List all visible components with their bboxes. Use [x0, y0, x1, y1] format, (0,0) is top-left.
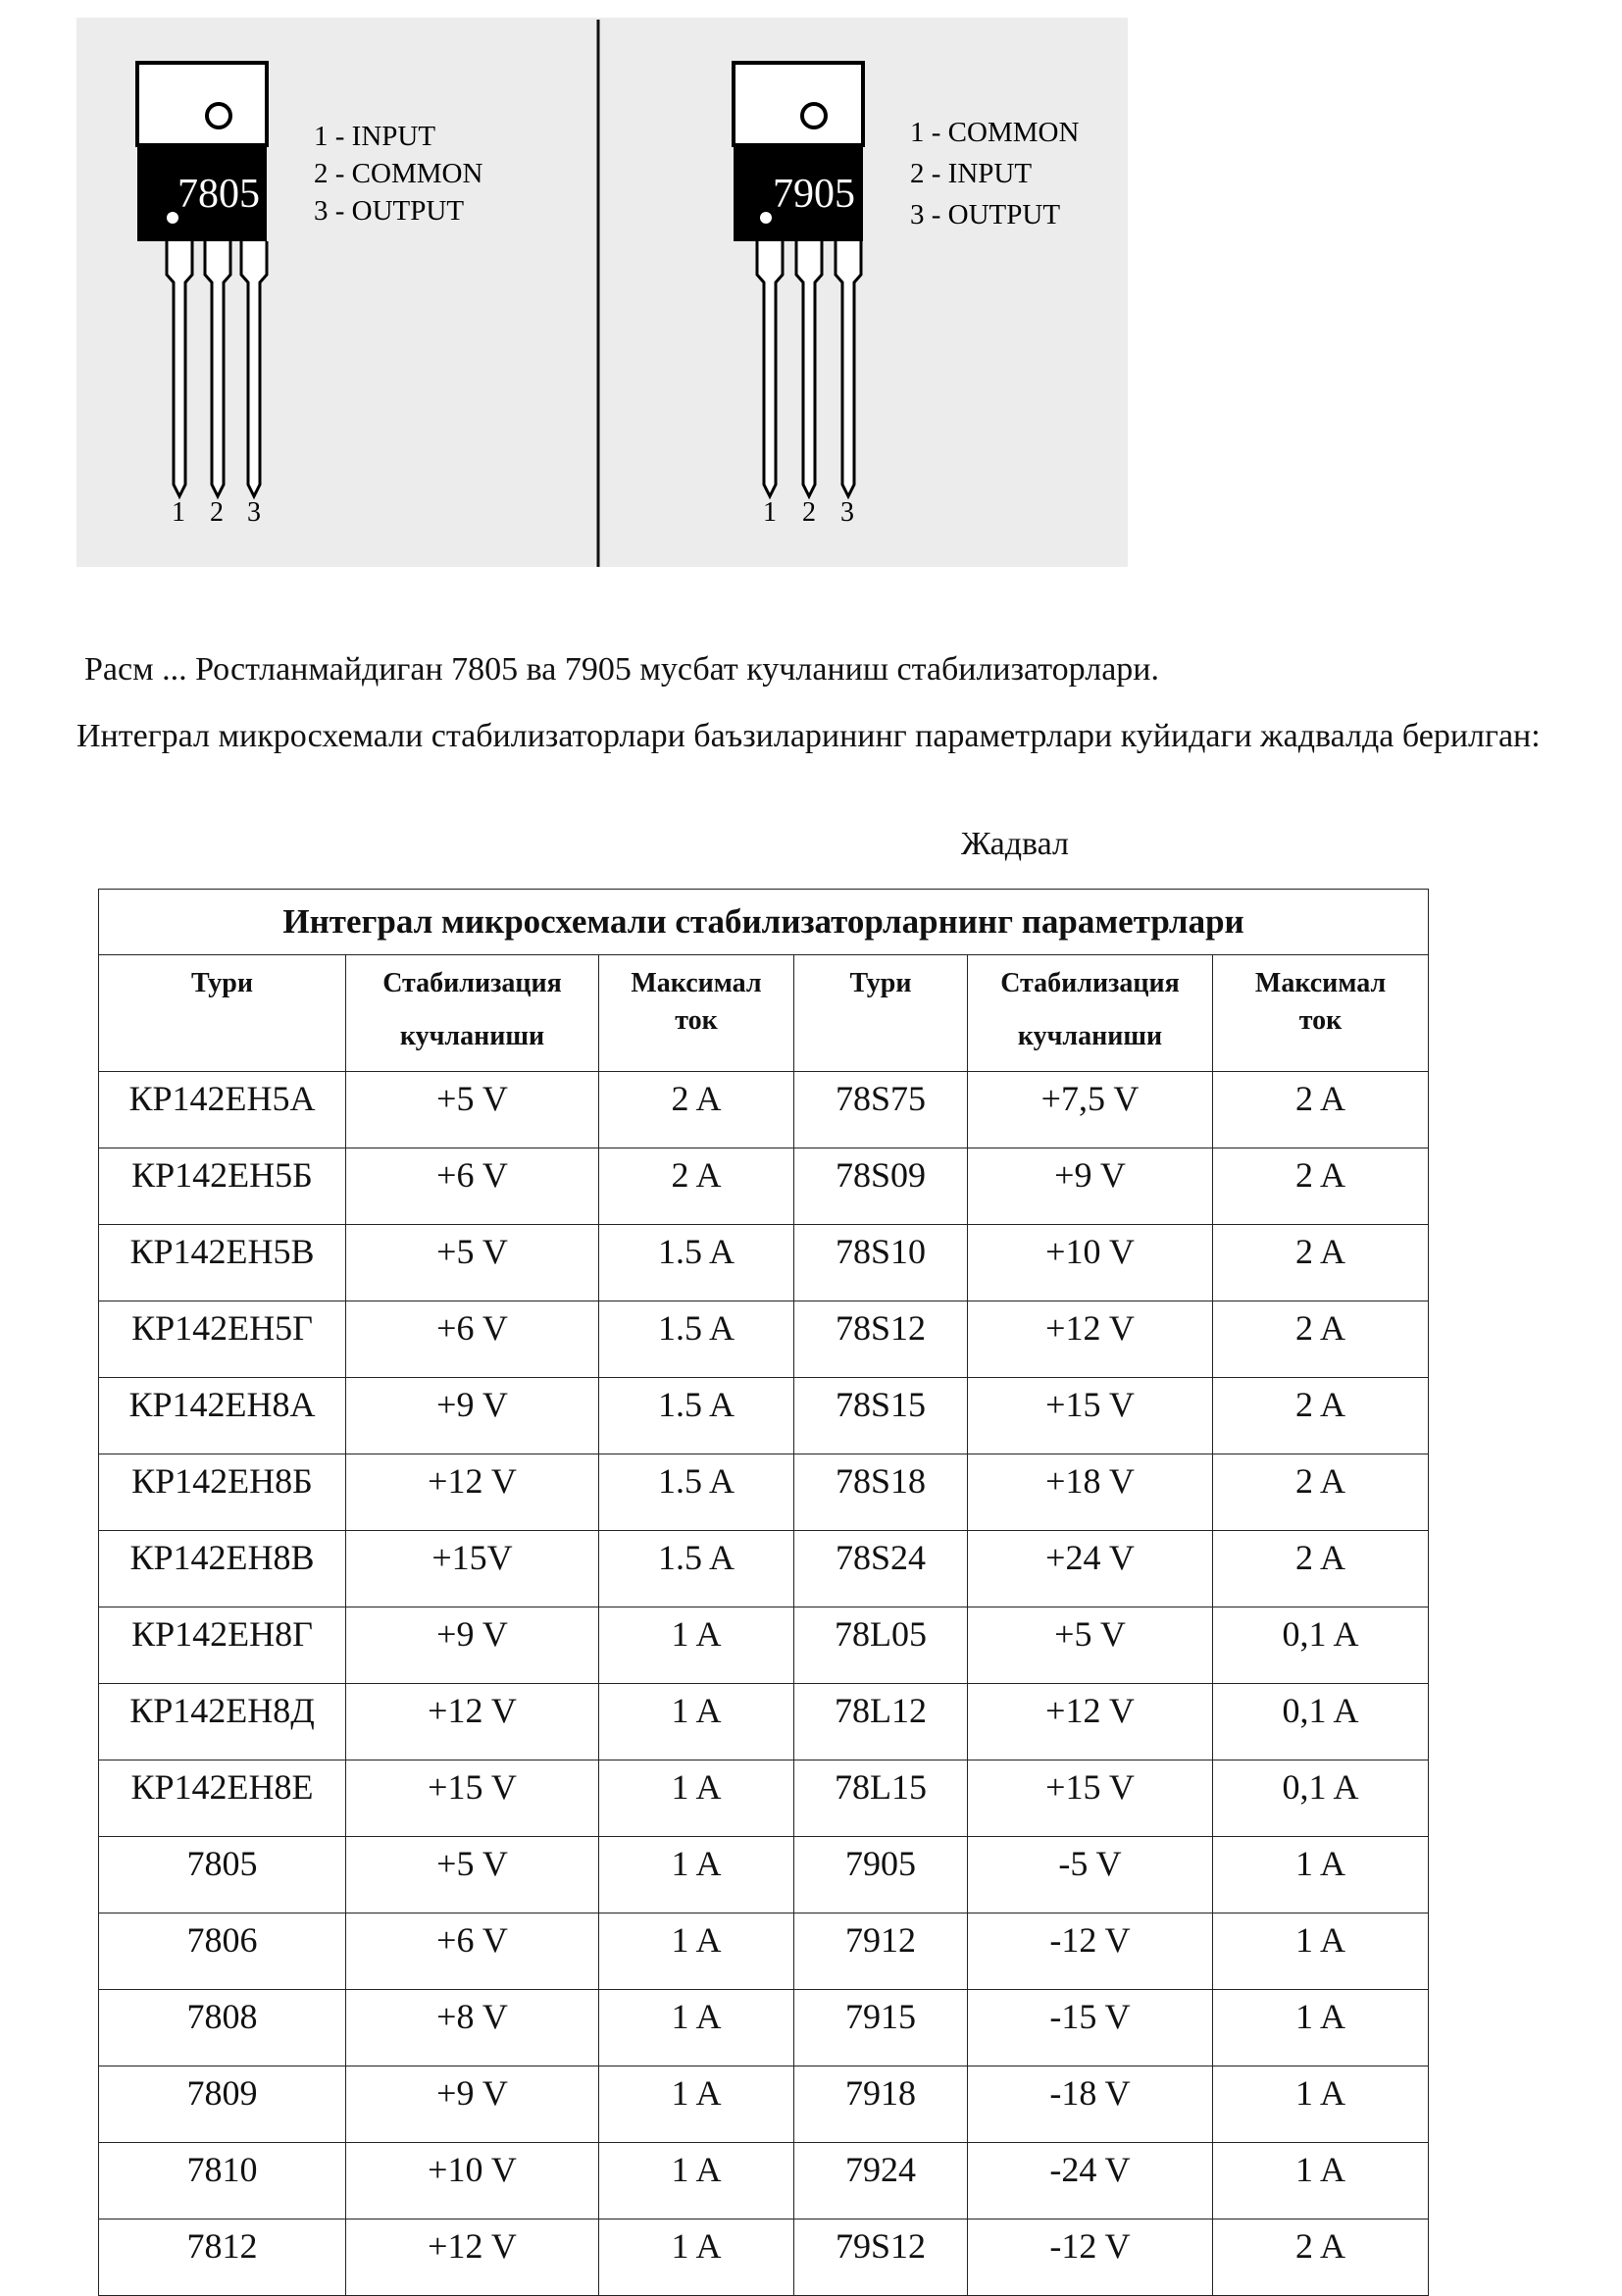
table-cell: 2 A: [1213, 2219, 1429, 2296]
table-cell: 2 A: [1213, 1301, 1429, 1378]
table-cell: +15 V: [968, 1378, 1213, 1454]
table-row: [99, 1301, 1429, 1378]
table-cell: 1.5 A: [599, 1301, 794, 1378]
table-row: [99, 2066, 1429, 2143]
table-cell: 78L05: [794, 1607, 968, 1684]
table-cell: +7,5 V: [968, 1072, 1213, 1148]
table-cell: 79S12: [794, 2219, 968, 2296]
table-cell: +9 V: [346, 1607, 599, 1684]
table-cell: 1 A: [1213, 1990, 1429, 2066]
table-cell: КР142ЕН5Г: [99, 1301, 346, 1378]
table-cell: КР142ЕН8Д: [99, 1684, 346, 1760]
column-header-line: ток: [675, 1005, 718, 1036]
column-header-line: кучланиши: [1017, 1021, 1163, 1051]
parameters-table: [98, 889, 1429, 2296]
table-cell: 2 A: [1213, 1531, 1429, 1607]
table-cell: 7905: [794, 1837, 968, 1913]
pin-number: 2: [210, 497, 224, 528]
table-cell: 1.5 A: [599, 1378, 794, 1454]
table-label: Жадвал: [961, 826, 1069, 862]
table-cell: -24 V: [968, 2143, 1213, 2219]
table-cell: 1.5 A: [599, 1531, 794, 1607]
column-header-line: ток: [1298, 1005, 1343, 1036]
table-cell: КР142ЕН5В: [99, 1225, 346, 1301]
pin-label: 3 - OUTPUT: [910, 199, 1061, 230]
table-cell: 1 A: [599, 1760, 794, 1837]
table-cell: +12 V: [968, 1301, 1213, 1378]
table-cell: 2 A: [599, 1072, 794, 1148]
table-cell: 78L15: [794, 1760, 968, 1837]
table-cell: 1 A: [1213, 2143, 1429, 2219]
table-cell: 2 A: [1213, 1225, 1429, 1301]
table-row: [99, 1913, 1429, 1990]
table-cell: +9 V: [968, 1148, 1213, 1225]
table-cell: 2 A: [1213, 1454, 1429, 1531]
table-cell: 1 A: [599, 2066, 794, 2143]
pin-number: 1: [763, 497, 777, 528]
table-cell: 7915: [794, 1990, 968, 2066]
table-cell: 7806: [99, 1913, 346, 1990]
table-cell: 1 A: [599, 1913, 794, 1990]
table-cell: -5 V: [968, 1837, 1213, 1913]
table-cell: 7918: [794, 2066, 968, 2143]
column-header-line: Стабилизация: [382, 968, 562, 998]
figure-caption: Расм ... Ростланмайдиган 7805 ва 7905 мусбат кучланиш стабилизаторлари.: [84, 651, 1159, 688]
table-cell: 7812: [99, 2219, 346, 2296]
table-title: Интеграл микросхемали стабилизаторларнинг параметрлари: [99, 890, 1429, 955]
table-cell: КР142ЕН8Б: [99, 1454, 346, 1531]
table-cell: КР142ЕН8В: [99, 1531, 346, 1607]
table-row: [99, 1072, 1429, 1148]
table-cell: 2 A: [599, 1148, 794, 1225]
table-cell: 78S15: [794, 1378, 968, 1454]
table-row: [99, 1454, 1429, 1531]
table-cell: 1 A: [599, 1837, 794, 1913]
table-cell: +12 V: [968, 1684, 1213, 1760]
pin-number: 3: [247, 497, 261, 528]
column-header-line: Тури: [191, 968, 253, 998]
table-cell: +12 V: [346, 2219, 599, 2296]
table-cell: +10 V: [346, 2143, 599, 2219]
table-cell: -15 V: [968, 1990, 1213, 2066]
column-header: [346, 955, 599, 1072]
column-header: [599, 955, 794, 1072]
table-row: [99, 1531, 1429, 1607]
table-cell: +9 V: [346, 2066, 599, 2143]
table-cell: 1.5 A: [599, 1225, 794, 1301]
column-header-line: Стабилизация: [1000, 968, 1180, 998]
chip-7905: [734, 63, 1079, 528]
table-cell: КР142ЕН8Е: [99, 1760, 346, 1837]
table-cell: +6 V: [346, 1301, 599, 1378]
table-cell: 1 A: [1213, 1913, 1429, 1990]
table-cell: 78S09: [794, 1148, 968, 1225]
table-cell: 78S18: [794, 1454, 968, 1531]
table-cell: 1 A: [599, 2219, 794, 2296]
table-cell: +15 V: [968, 1760, 1213, 1837]
table-row: [99, 1990, 1429, 2066]
table-cell: 78S12: [794, 1301, 968, 1378]
table-cell: +5 V: [346, 1225, 599, 1301]
table-cell: 2 A: [1213, 1378, 1429, 1454]
table-cell: +5 V: [346, 1072, 599, 1148]
table-cell: 1 A: [599, 2143, 794, 2219]
table-cell: 0,1 A: [1213, 1760, 1429, 1837]
pin-label: 1 - COMMON: [910, 117, 1080, 148]
table-cell: +6 V: [346, 1913, 599, 1990]
table-cell: КР142ЕН8Г: [99, 1607, 346, 1684]
pin-label: 3 - OUTPUT: [314, 195, 465, 227]
table-cell: 78L12: [794, 1684, 968, 1760]
table-cell: -18 V: [968, 2066, 1213, 2143]
pin-label: 2 - INPUT: [910, 158, 1033, 189]
table-cell: 2 A: [1213, 1148, 1429, 1225]
table-cell: 1 A: [599, 1990, 794, 2066]
table-row: [99, 1837, 1429, 1913]
table-cell: 7924: [794, 2143, 968, 2219]
table-cell: +10 V: [968, 1225, 1213, 1301]
table-cell: 1 A: [599, 1684, 794, 1760]
column-header-line: Максимал: [631, 968, 762, 998]
table-row: [99, 2143, 1429, 2219]
table-cell: 78S24: [794, 1531, 968, 1607]
table-cell: КР142ЕН8А: [99, 1378, 346, 1454]
table-cell: 78S10: [794, 1225, 968, 1301]
pin-number: 1: [172, 497, 185, 528]
table-cell: КР142ЕН5А: [99, 1072, 346, 1148]
table-cell: +15V: [346, 1531, 599, 1607]
table-cell: 1.5 A: [599, 1454, 794, 1531]
table-cell: 7809: [99, 2066, 346, 2143]
table-row: [99, 1607, 1429, 1684]
table-cell: 1 A: [1213, 1837, 1429, 1913]
chip-7805: [137, 63, 482, 528]
column-header-line: Максимал: [1254, 968, 1387, 998]
table-cell: 7805: [99, 1837, 346, 1913]
table-cell: +15 V: [346, 1760, 599, 1837]
table-cell: +8 V: [346, 1990, 599, 2066]
table-cell: 2 A: [1213, 1072, 1429, 1148]
table-cell: 7912: [794, 1913, 968, 1990]
table-row: [99, 1148, 1429, 1225]
table-cell: +18 V: [968, 1454, 1213, 1531]
table-cell: +5 V: [346, 1837, 599, 1913]
table-cell: 1 A: [1213, 2066, 1429, 2143]
column-header-line: Тури: [849, 968, 912, 998]
table-cell: +6 V: [346, 1148, 599, 1225]
table-row: [99, 1684, 1429, 1760]
table-cell: 0,1 A: [1213, 1607, 1429, 1684]
table-cell: 78S75: [794, 1072, 968, 1148]
table-header-row: [99, 955, 1429, 1072]
chip-marking: 7905: [773, 172, 855, 217]
column-header: [794, 955, 968, 1072]
table-cell: +24 V: [968, 1531, 1213, 1607]
table-cell: -12 V: [968, 1913, 1213, 1990]
table-cell: +12 V: [346, 1684, 599, 1760]
chip-leads: [167, 241, 267, 496]
regulator-figure: [76, 18, 1128, 567]
table-body: [99, 1072, 1429, 2296]
column-header: [99, 955, 346, 1072]
table-cell: +12 V: [346, 1454, 599, 1531]
table-cell: 7808: [99, 1990, 346, 2066]
table-row: [99, 1378, 1429, 1454]
table-cell: 0,1 A: [1213, 1684, 1429, 1760]
chip-marking: 7805: [177, 172, 260, 217]
table-cell: -12 V: [968, 2219, 1213, 2296]
table-cell: +5 V: [968, 1607, 1213, 1684]
pin-label: 1 - INPUT: [314, 121, 436, 152]
table-row: [99, 1760, 1429, 1837]
column-header: [1213, 955, 1429, 1072]
pin1-dot-icon: [760, 212, 772, 224]
chip-leads: [757, 241, 861, 496]
table-cell: +9 V: [346, 1378, 599, 1454]
table-row: [99, 2219, 1429, 2296]
table-cell: 1 A: [599, 1607, 794, 1684]
pin-number: 3: [840, 497, 854, 528]
pin-label: 2 - COMMON: [314, 158, 483, 189]
column-header: [968, 955, 1213, 1072]
intro-paragraph: Интеграл микросхемали стабилизаторлари баъзиларининг параметрлари куйидаги жадвалда берилган:: [76, 718, 1541, 754]
table-row: [99, 1225, 1429, 1301]
pin-number: 2: [802, 497, 816, 528]
column-header-line: кучланиши: [399, 1021, 545, 1051]
table-cell: КР142ЕН5Б: [99, 1148, 346, 1225]
table-cell: 7810: [99, 2143, 346, 2219]
